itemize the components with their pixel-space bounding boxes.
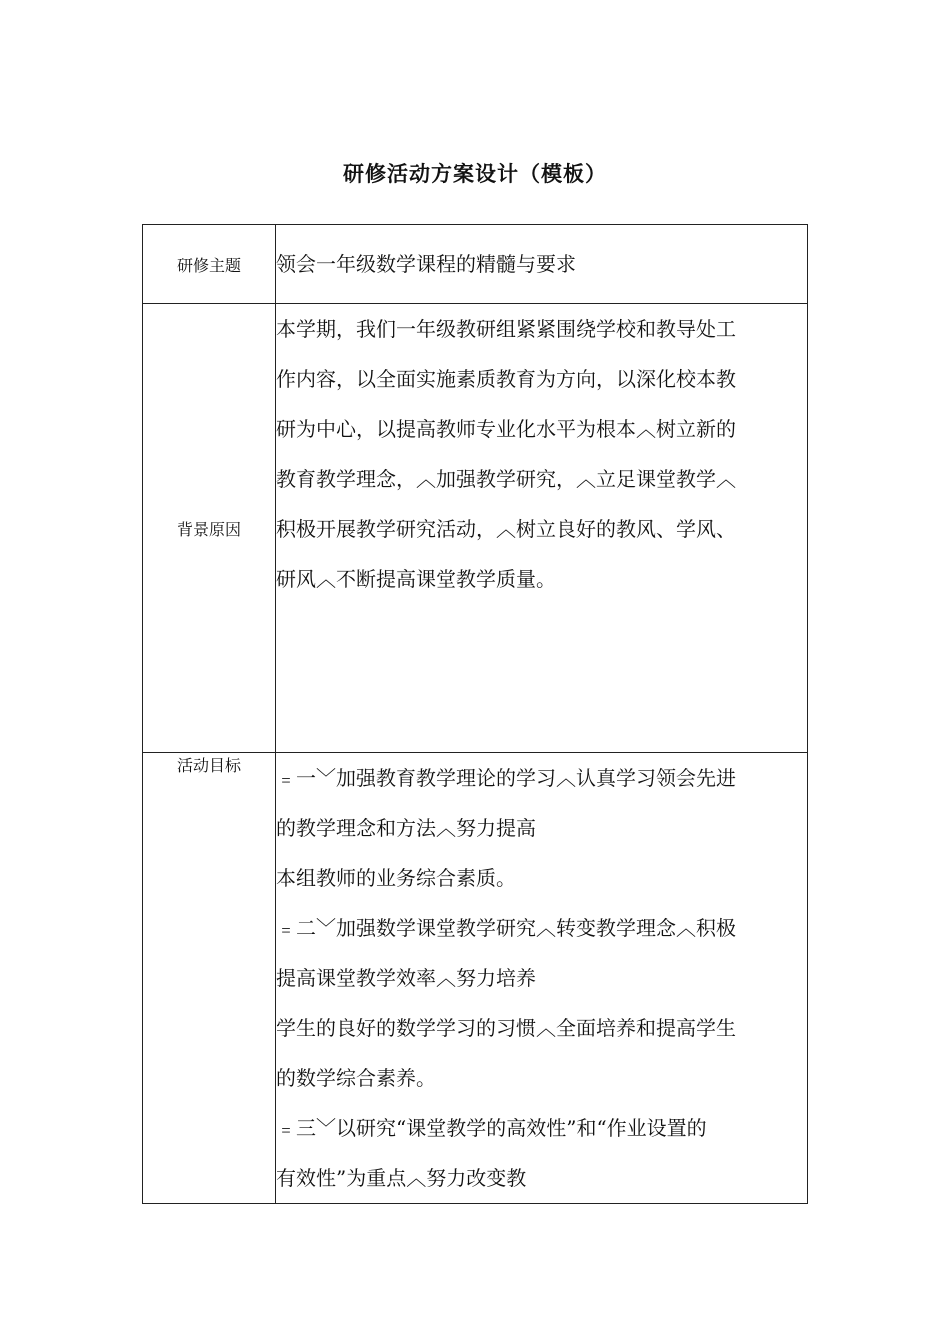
content-line: 本组教师的业务综合素质。 xyxy=(276,866,516,890)
content-line: 领会一年级数学课程的精髓与要求 xyxy=(276,252,576,276)
plan-table xyxy=(142,224,808,1204)
row-content-goals xyxy=(276,753,808,1204)
content-line: 的数学综合素养。 xyxy=(276,1066,436,1090)
table-row-goals xyxy=(143,753,808,1204)
content-line: 有效性”为重点︿努力改变教 xyxy=(276,1166,527,1190)
content-line: 的教学理念和方法︿努力提高 xyxy=(276,816,536,840)
row-label-background: 背景原因 xyxy=(143,304,276,753)
content-line: 作内容，以全面实施素质教育为方向，以深化校本教 xyxy=(276,367,736,391)
content-line: 提高课堂教学效率︿努力培养 xyxy=(276,966,536,990)
row-content-theme xyxy=(276,225,808,304)
content-line: 积极开展教学研究活动，︿树立良好的教风、学风、 xyxy=(276,517,736,541)
content-line: ﹦二﹀加强数学课堂教学研究︿转变教学理念︿积极 xyxy=(276,916,736,940)
content-line: 本学期，我们一年级教研组紧紧围绕学校和教导处工 xyxy=(276,317,736,341)
row-content-background xyxy=(276,304,808,753)
row-label-theme: 研修主题 xyxy=(143,225,276,304)
content-line: 教育教学理念，︿加强教学研究，︿立足课堂教学︿ xyxy=(276,467,736,491)
content-line: 学生的良好的数学学习的习惯︿全面培养和提高学生 xyxy=(276,1016,736,1040)
content-line: 研风︿不断提高课堂教学质量。 xyxy=(276,567,556,591)
document-title: 研修活动方案设计（模板） xyxy=(343,161,607,186)
content-line: ﹦三﹀以研究“课堂教学的高效性”和“作业设置的 xyxy=(276,1116,707,1140)
table-row-background xyxy=(143,304,808,753)
table-row-theme xyxy=(143,225,808,304)
row-label-goals: 活动目标 xyxy=(143,753,276,1204)
content-line: 研为中心，以提高教师专业化水平为根本︿树立新的 xyxy=(276,417,736,441)
content-line: ﹦一﹀加强教育教学理论的学习︿认真学习领会先进 xyxy=(276,766,736,790)
